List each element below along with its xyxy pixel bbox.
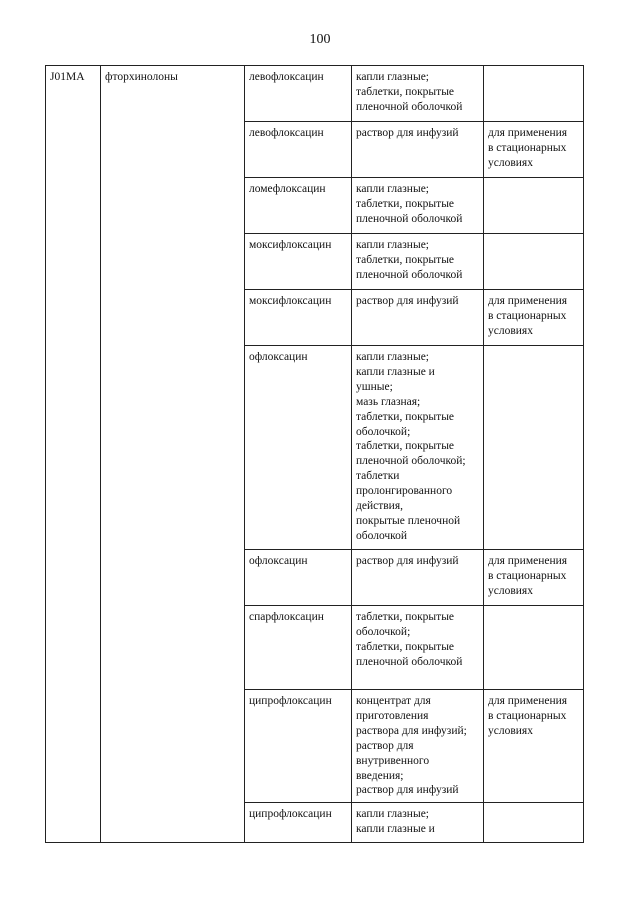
- dosage-forms-cell: [352, 606, 484, 690]
- dosage-form-line: раствор для: [356, 739, 414, 752]
- drug-name-cell: спарфлоксацин: [245, 606, 352, 690]
- dosage-form-line: пленочной оболочкой: [356, 212, 463, 225]
- usage-note-cell: [484, 122, 584, 178]
- dosage-form-line: раствора для инфузий;: [356, 724, 467, 737]
- table-row: [46, 66, 584, 122]
- drug-table: [45, 65, 584, 843]
- dosage-form-line: действия,: [356, 500, 403, 513]
- dosage-forms-cell: [352, 66, 484, 122]
- dosage-form-line: раствор для инфузий: [356, 555, 459, 567]
- dosage-forms-cell: [352, 122, 484, 178]
- dosage-form-line: таблетки: [356, 470, 400, 483]
- dosage-form-line: капли глазные и: [356, 365, 435, 378]
- drug-name-cell: моксифлоксацин: [245, 234, 352, 290]
- usage-note-line: для применения: [488, 127, 568, 139]
- dosage-form-line: пленочной оболочкой: [356, 100, 463, 113]
- dosage-form-line: раствор для инфузий: [356, 784, 459, 797]
- dosage-form-line: таблетки, покрытые: [356, 611, 455, 623]
- drug-name-cell: левофлоксацин: [245, 66, 352, 122]
- dosage-form-line: мазь глазная;: [356, 395, 421, 408]
- usage-note-line: для применения: [488, 295, 568, 307]
- usage-note-cell: [484, 803, 584, 843]
- dosage-form-line: капли глазные;: [356, 351, 429, 363]
- usage-note-cell: [484, 690, 584, 803]
- dosage-forms-cell: [352, 178, 484, 234]
- usage-note-cell: [484, 550, 584, 606]
- dosage-form-line: оболочкой;: [356, 625, 411, 638]
- drug-name-cell: ципрофлоксацин: [245, 803, 352, 843]
- usage-note-cell: [484, 346, 584, 550]
- usage-note-line: в стационарных: [488, 141, 567, 154]
- dosage-form-line: внутривенного: [356, 754, 430, 767]
- dosage-forms-cell: [352, 234, 484, 290]
- usage-note-line: условиях: [488, 724, 533, 737]
- usage-note-cell: [484, 66, 584, 122]
- dosage-form-line: введения;: [356, 769, 404, 782]
- dosage-form-line: приготовления: [356, 709, 429, 722]
- dosage-form-line: оболочкой;: [356, 425, 411, 438]
- dosage-form-line: капли глазные;: [356, 71, 429, 83]
- drug-name-cell: моксифлоксацин: [245, 290, 352, 346]
- usage-note-line: в стационарных: [488, 709, 567, 722]
- dosage-form-line: пролонгированного: [356, 485, 453, 498]
- usage-note-line: в стационарных: [488, 309, 567, 322]
- drug-name-cell: ципрофлоксацин: [245, 690, 352, 803]
- dosage-form-line: оболочкой: [356, 529, 408, 542]
- dosage-form-line: покрытые пленочной: [356, 514, 461, 527]
- dosage-forms-cell: [352, 290, 484, 346]
- drug-name-cell: ломефлоксацин: [245, 178, 352, 234]
- atc-code-cell: J01MA: [46, 66, 101, 843]
- drug-name-cell: левофлоксацин: [245, 122, 352, 178]
- usage-note-line: для применения: [488, 695, 568, 707]
- dosage-form-line: пленочной оболочкой;: [356, 455, 466, 468]
- dosage-form-line: таблетки, покрытые: [356, 410, 455, 423]
- usage-note-cell: [484, 606, 584, 690]
- drug-group-cell: фторхинолоны: [101, 66, 245, 843]
- usage-note-line: в стационарных: [488, 569, 567, 582]
- usage-note-line: условиях: [488, 324, 533, 337]
- usage-note-line: условиях: [488, 584, 533, 597]
- dosage-form-line: таблетки, покрытые: [356, 197, 455, 210]
- usage-note-cell: [484, 234, 584, 290]
- dosage-form-line: таблетки, покрытые: [356, 85, 455, 98]
- dosage-forms-cell: [352, 803, 484, 843]
- dosage-form-line: ушные;: [356, 380, 393, 393]
- dosage-form-line: пленочной оболочкой: [356, 655, 463, 668]
- usage-note-cell: [484, 178, 584, 234]
- page-number: 100: [309, 32, 331, 47]
- dosage-form-line: капли глазные;: [356, 239, 429, 251]
- dosage-forms-cell: [352, 690, 484, 803]
- table-body: [46, 66, 584, 843]
- dosage-form-line: раствор для инфузий: [356, 295, 459, 307]
- dosage-forms-cell: [352, 346, 484, 550]
- dosage-form-line: капли глазные и: [356, 822, 435, 835]
- usage-note-line: условиях: [488, 156, 533, 169]
- usage-note-cell: [484, 290, 584, 346]
- usage-note-line: для применения: [488, 555, 568, 567]
- dosage-form-line: таблетки, покрытые: [356, 440, 455, 453]
- dosage-form-line: капли глазные;: [356, 183, 429, 195]
- dosage-form-line: капли глазные;: [356, 808, 429, 820]
- drug-name-cell: офлоксацин: [245, 346, 352, 550]
- dosage-forms-cell: [352, 550, 484, 606]
- dosage-form-line: концентрат для: [356, 695, 431, 707]
- dosage-form-line: таблетки, покрытые: [356, 640, 455, 653]
- dosage-form-line: таблетки, покрытые: [356, 253, 455, 266]
- dosage-form-line: раствор для инфузий: [356, 127, 459, 139]
- dosage-form-line: пленочной оболочкой: [356, 268, 463, 281]
- drug-name-cell: офлоксацин: [245, 550, 352, 606]
